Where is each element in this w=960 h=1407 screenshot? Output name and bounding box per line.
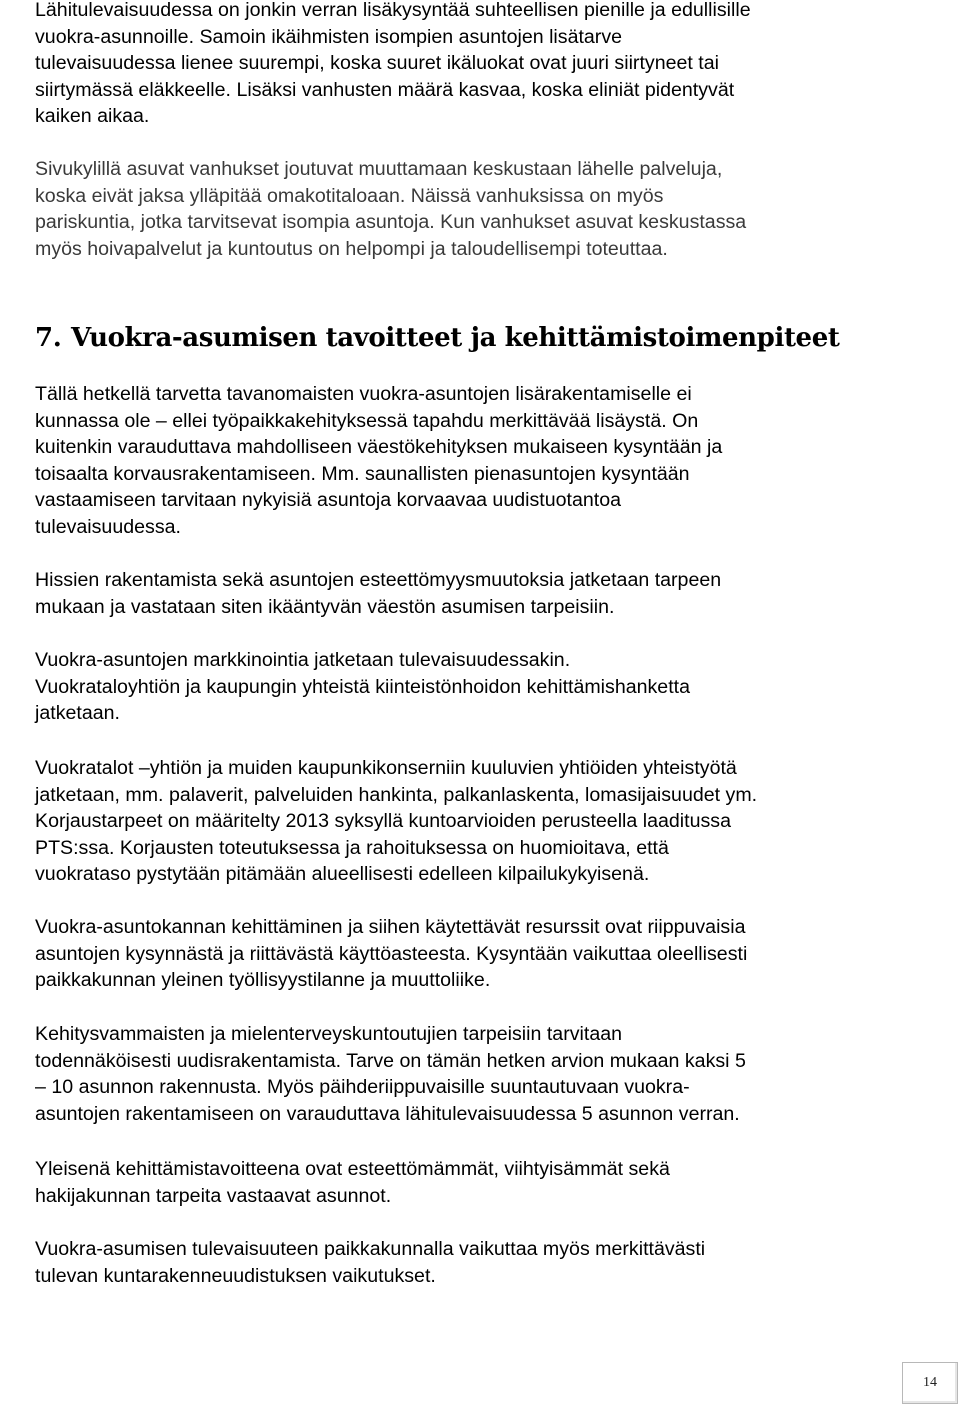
text-line: Lähitulevaisuudessa on jonkin verran lisäkysyntää suhteellisen pienille ja edullisille	[35, 0, 751, 21]
paragraph-special-housing	[35, 1021, 905, 1127]
text-line: Vuokratalot –yhtiön ja muiden kaupunkikonserniin kuuluvien yhtiöiden yhteistyötä	[35, 757, 737, 779]
section-heading	[35, 318, 839, 358]
text-line: – 10 asunnon rakennusta. Myös päihderiippuvaisille suuntautuvaan vuokra-	[35, 1076, 690, 1099]
text-line: asuntojen rakentamiseen on varauduttava lähitulevaisuudessa 5 asunnon verran.	[35, 1102, 740, 1125]
text-line: PTS:ssa. Korjausten toteutuksessa ja rahoituksessa on huomioitava, että	[35, 836, 669, 859]
text-line: Kehitysvammaisten ja mielenterveyskuntoutujien tarpeisiin tarvitaan	[35, 1023, 623, 1045]
text-line: hakijakunnan tarpeita vastaavat asunnot.	[35, 1184, 392, 1207]
text-line: vastaamiseen tarvitaan nykyisiä asuntoja korvaavaa uudistuotantoa	[35, 489, 621, 512]
text-line: toisaalta korvausrakentamiseen. Mm. saunallisten pienasuntojen kysyntään	[35, 462, 690, 485]
paragraph-elevators	[35, 567, 905, 620]
paragraph-cooperation	[35, 755, 905, 888]
text-line: jatketaan, mm. palaverit, palveluiden hankinta, palkanlaskenta, lomasijaisuudet ym.	[35, 783, 758, 806]
paragraph-marketing	[35, 647, 905, 727]
text-line: koska eivät jaksa ylläpitää omakotitaloaan. Näissä vanhuksissa on myös	[35, 184, 664, 207]
paragraph-village-elderly	[35, 156, 905, 262]
paragraph-general-goal	[35, 1156, 905, 1209]
text-line: Korjaustarpeet on määritelty 2013 syksyllä kuntoarvioiden perusteella laaditussa	[35, 810, 731, 833]
text-line: vuokrataso pystytään pitämään alueellisesti edelleen kilpailukykyisenä.	[35, 863, 650, 886]
text-line: paikkakunnan yleinen työllisyystilanne ja muuttoliike.	[35, 969, 491, 992]
section-number: 7.	[35, 323, 62, 353]
text-line: asuntojen kysynnästä ja riittävästä käyttöasteesta. Kysyntään vaikuttaa oleellisesti	[35, 942, 748, 965]
text-line: mukaan ja vastataan siten ikääntyvän väestön asumisen tarpeisiin.	[35, 595, 615, 618]
text-line: Vuokra-asumisen tulevaisuuteen paikkakunnalla vaikuttaa myös merkittävästi	[35, 1238, 706, 1260]
text-line: Vuokra-asuntojen markkinointia jatketaan tulevaisuudessakin.	[35, 649, 571, 671]
paragraph-municipal-reform	[35, 1236, 905, 1289]
text-line: siirtymässä eläkkeelle. Lisäksi vanhusten määrä kasvaa, koska eliniät pidentyvät	[35, 78, 735, 101]
text-line: todennäköisesti uudisrakentamista. Tarve on tämän hetken arvion mukaan kaksi 5	[35, 1049, 746, 1072]
paragraph-rental-need	[35, 381, 905, 541]
text-line: kaiken aikaa.	[35, 105, 150, 128]
page-number-label: 14	[923, 1375, 937, 1390]
text-line: tulevaisuudessa lienee suurempi, koska suuret ikäluokat ovat juuri siirtyneet tai	[35, 52, 719, 75]
text-line: vuokra-asunnoille. Samoin ikäihmisten isompien asuntojen lisätarve	[35, 25, 623, 48]
text-line: jatketaan.	[35, 702, 120, 725]
text-line: Vuokrataloyhtiön ja kaupungin yhteistä kiinteistönhoidon kehittämishanketta	[35, 675, 690, 698]
text-line: Vuokra-asuntokannan kehittäminen ja siihen käytettävät resurssit ovat riippuvaisia	[35, 916, 746, 938]
text-line: Tällä hetkellä tarvetta tavanomaisten vuokra-asuntojen lisärakentamiselle ei	[35, 383, 692, 405]
text-line: tulevaisuudessa.	[35, 515, 181, 538]
text-line: kuitenkin varauduttava mahdolliseen väestökehityksen mukaiseen kysyntään ja	[35, 436, 723, 459]
paragraph-elderly-demand	[35, 0, 905, 130]
section-title: Vuokra-asumisen tavoitteet ja kehittämistoimenpiteet	[71, 323, 840, 353]
text-line: tulevan kuntarakenneuudistuksen vaikutukset.	[35, 1264, 436, 1287]
text-line: Hissien rakentamista sekä asuntojen esteettömyysmuutoksia jatketaan tarpeen	[35, 569, 722, 591]
text-line: Sivukylillä asuvat vanhukset joutuvat muuttamaan keskustaan lähelle palveluja,	[35, 158, 723, 180]
text-line: Yleisenä kehittämistavoitteena ovat esteettömämmät, viihtyisämmät sekä	[35, 1158, 670, 1180]
text-line: myös hoivapalvelut ja kuntoutus on helpompi ja taloudellisempi toteuttaa.	[35, 237, 668, 260]
text-line: kunnassa ole – ellei työpaikkakehityksessä tapahdu merkittävää lisäystä. On	[35, 409, 699, 432]
text-line: pariskuntia, jotka tarvitsevat isompia asuntoja. Kun vanhukset asuvat keskustassa	[35, 211, 747, 234]
page-number	[902, 1362, 958, 1404]
paragraph-resources	[35, 914, 905, 994]
